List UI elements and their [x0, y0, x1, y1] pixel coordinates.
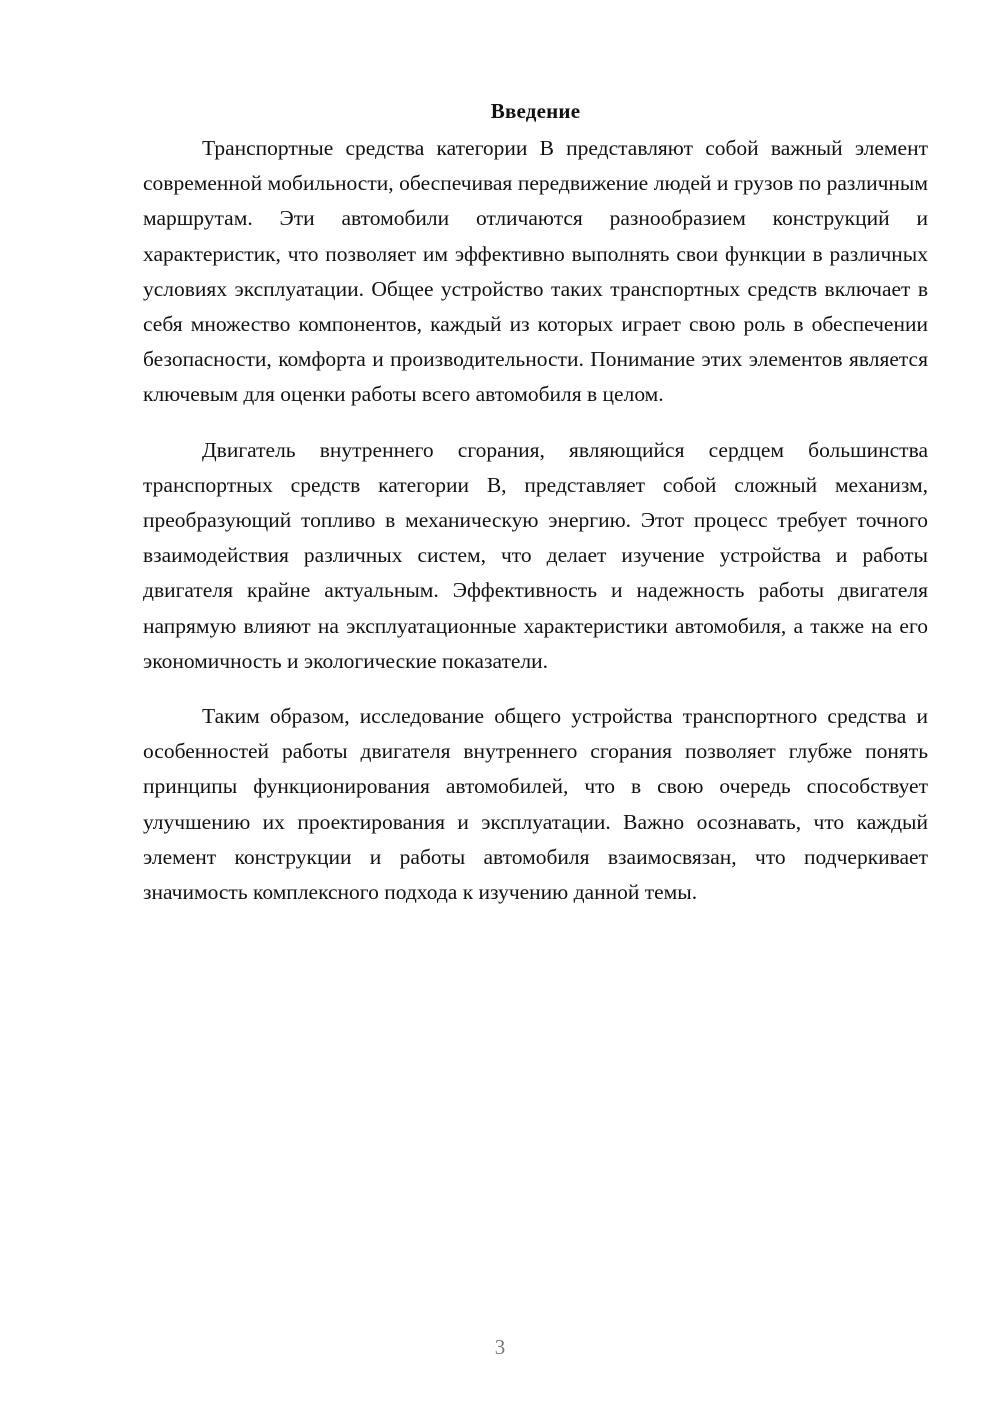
page-number: 3	[494, 1335, 506, 1359]
page-content	[143, 95, 928, 930]
paragraph-2: Двигатель внутреннего сгорания, являющийся сердцем большинства транспортных средств категории B, представляет собой сложный механизм, преобразующий топливо в механическую энергию. Этот процесс требует точного взаимодействия различных систем, что делает изучение устройства и работы двигателя крайне актуальным. Эффективность и надежность работы двигателя напрямую влияют на эксплуатационные характеристики автомобиля, а также на его экономичность и экологические показатели.	[143, 437, 928, 673]
paragraph-1: Транспортные средства категории B представляют собой важный элемент современной мобильности, обеспечивая передвижение людей и грузов по различным маршрутам. Эти автомобили отличаются разнообразием конструкций и характеристик, что позволяет им эффективно выполнять свои функции в различных условиях эксплуатации. Общее устройство таких транспортных средств включает в себя множество компонентов, каждый из которых играет свою роль в обеспечении безопасности, комфорта и производительности. Понимание этих элементов является ключевым для оценки работы всего автомобиля в целом.	[143, 136, 928, 407]
paragraph-3: Таким образом, исследование общего устройства транспортного средства и особенностей работы двигателя внутреннего сгорания позволяет глубже понять принципы функционирования автомобилей, что в свою очередь способствует улучшению их проектирования и эксплуатации. Важно осознавать, что каждый элемент конструкции и работы автомобиля взаимосвязан, что подчеркивает значимость комплексного подхода к изучению данной темы.	[143, 704, 928, 905]
section-title: Введение	[490, 99, 581, 123]
